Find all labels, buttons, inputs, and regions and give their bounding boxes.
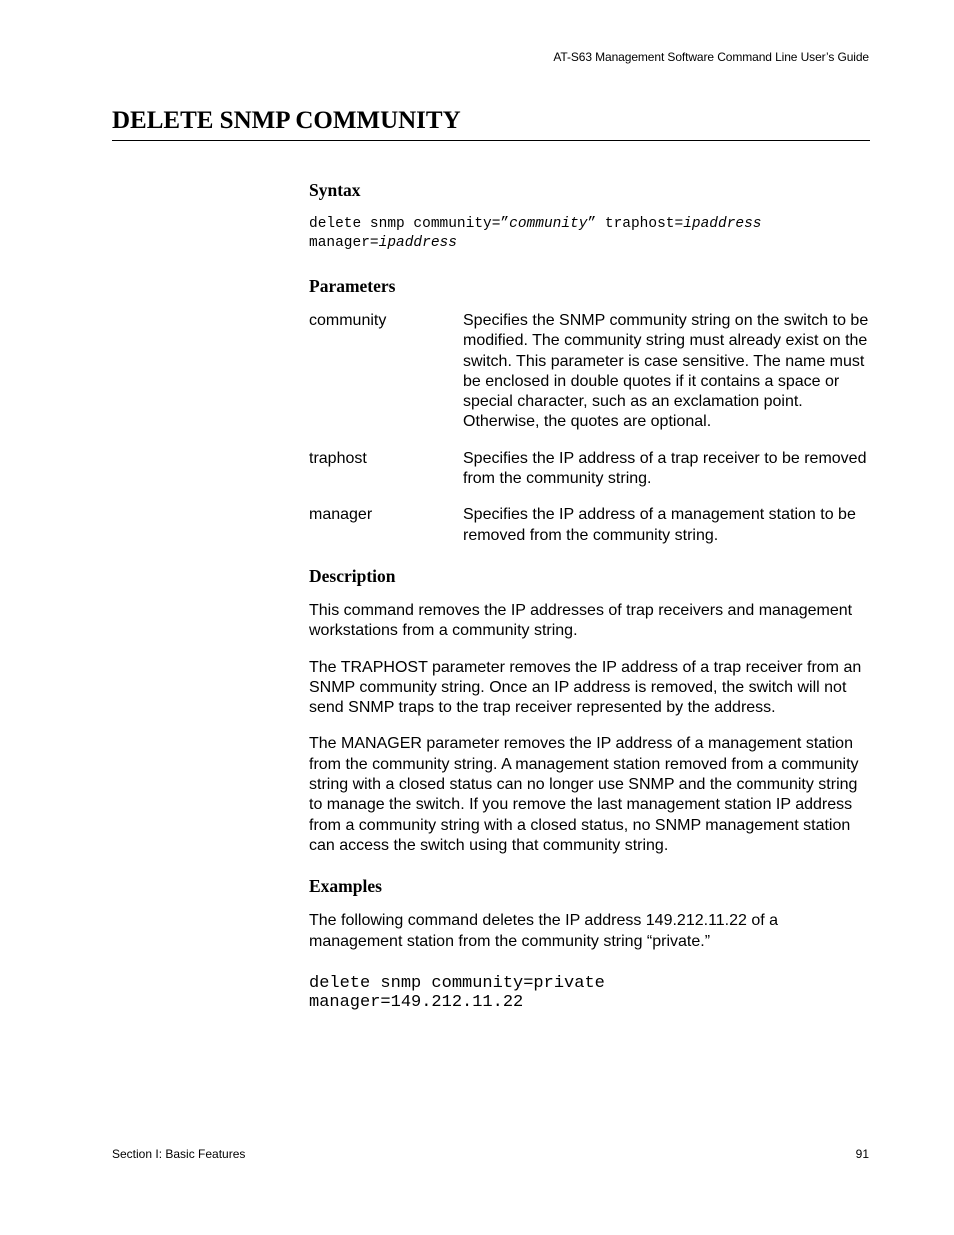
- syntax-heading: Syntax: [309, 180, 361, 200]
- page-title: DELETE SNMP COMMUNITY: [112, 107, 461, 134]
- parameter-row-traphost: [309, 449, 870, 490]
- parameter-row-community: [309, 311, 870, 433]
- footer-section: Section I: Basic Features: [112, 1147, 246, 1161]
- example-code: [309, 974, 870, 1012]
- syntax-line1-prefix: delete snmp community=”: [309, 216, 510, 232]
- syntax-manager-placeholder: ipaddress: [378, 235, 457, 251]
- examples-heading: Examples: [309, 876, 382, 897]
- main-content: [309, 179, 870, 1012]
- parameter-name: manager: [309, 506, 373, 524]
- syntax-community-placeholder: community: [509, 216, 588, 232]
- parameter-description: Specifies the IP address of a trap receiver to be removed from the community string.: [463, 449, 867, 488]
- description-paragraph: The MANAGER parameter removes the IP address of a management station from the community string. A management station removed from a community string with a closed status can no longer use SNMP and the community string to manage the switch. If you remove the last management station IP address from a community string with a closed status, no SNMP management station can access the switch using that community string.: [309, 735, 859, 854]
- example-code-line1: delete snmp community=private: [309, 973, 605, 993]
- parameter-name: traphost: [309, 449, 367, 467]
- syntax-traphost-placeholder: ipaddress: [683, 216, 762, 232]
- syntax-code: [309, 215, 870, 253]
- parameter-name: community: [309, 312, 387, 329]
- description-paragraph: This command removes the IP addresses of trap receivers and management workstations from a community string.: [309, 601, 853, 640]
- parameter-row-manager: [309, 505, 870, 546]
- footer-page-number: 91: [855, 1147, 869, 1161]
- parameter-description: Specifies the SNMP community string on the switch to be modified. The community string must already exist on the switch. This parameter is case sensitive. The name must be enclosed in double quotes if it contains a space or special character, such as an exclamation point. Otherwise, the quotes are optional.: [463, 312, 869, 431]
- syntax-line2-prefix: manager=: [309, 235, 379, 251]
- parameter-description: Specifies the IP address of a management station to be removed from the community string.: [463, 506, 856, 544]
- description-paragraph: The TRAPHOST parameter removes the IP address of a trap receiver from an SNMP community string. Once an IP address is removed, the switch will not send SNMP traps to the trap receiver represented by the address.: [309, 658, 862, 717]
- running-header: AT-S63 Management Software Command Line User’s Guide: [553, 50, 869, 64]
- description-heading: Description: [309, 565, 396, 586]
- example-code-line2: manager=149.212.11.22: [309, 992, 524, 1012]
- parameters-table: [309, 311, 870, 546]
- examples-intro: The following command deletes the IP address 149.212.11.22 of a management station from the community string “private.”: [309, 912, 779, 950]
- syntax-line1-mid: ” traphost=: [587, 216, 684, 232]
- title-divider: [112, 140, 870, 141]
- parameters-heading: Parameters: [309, 276, 396, 296]
